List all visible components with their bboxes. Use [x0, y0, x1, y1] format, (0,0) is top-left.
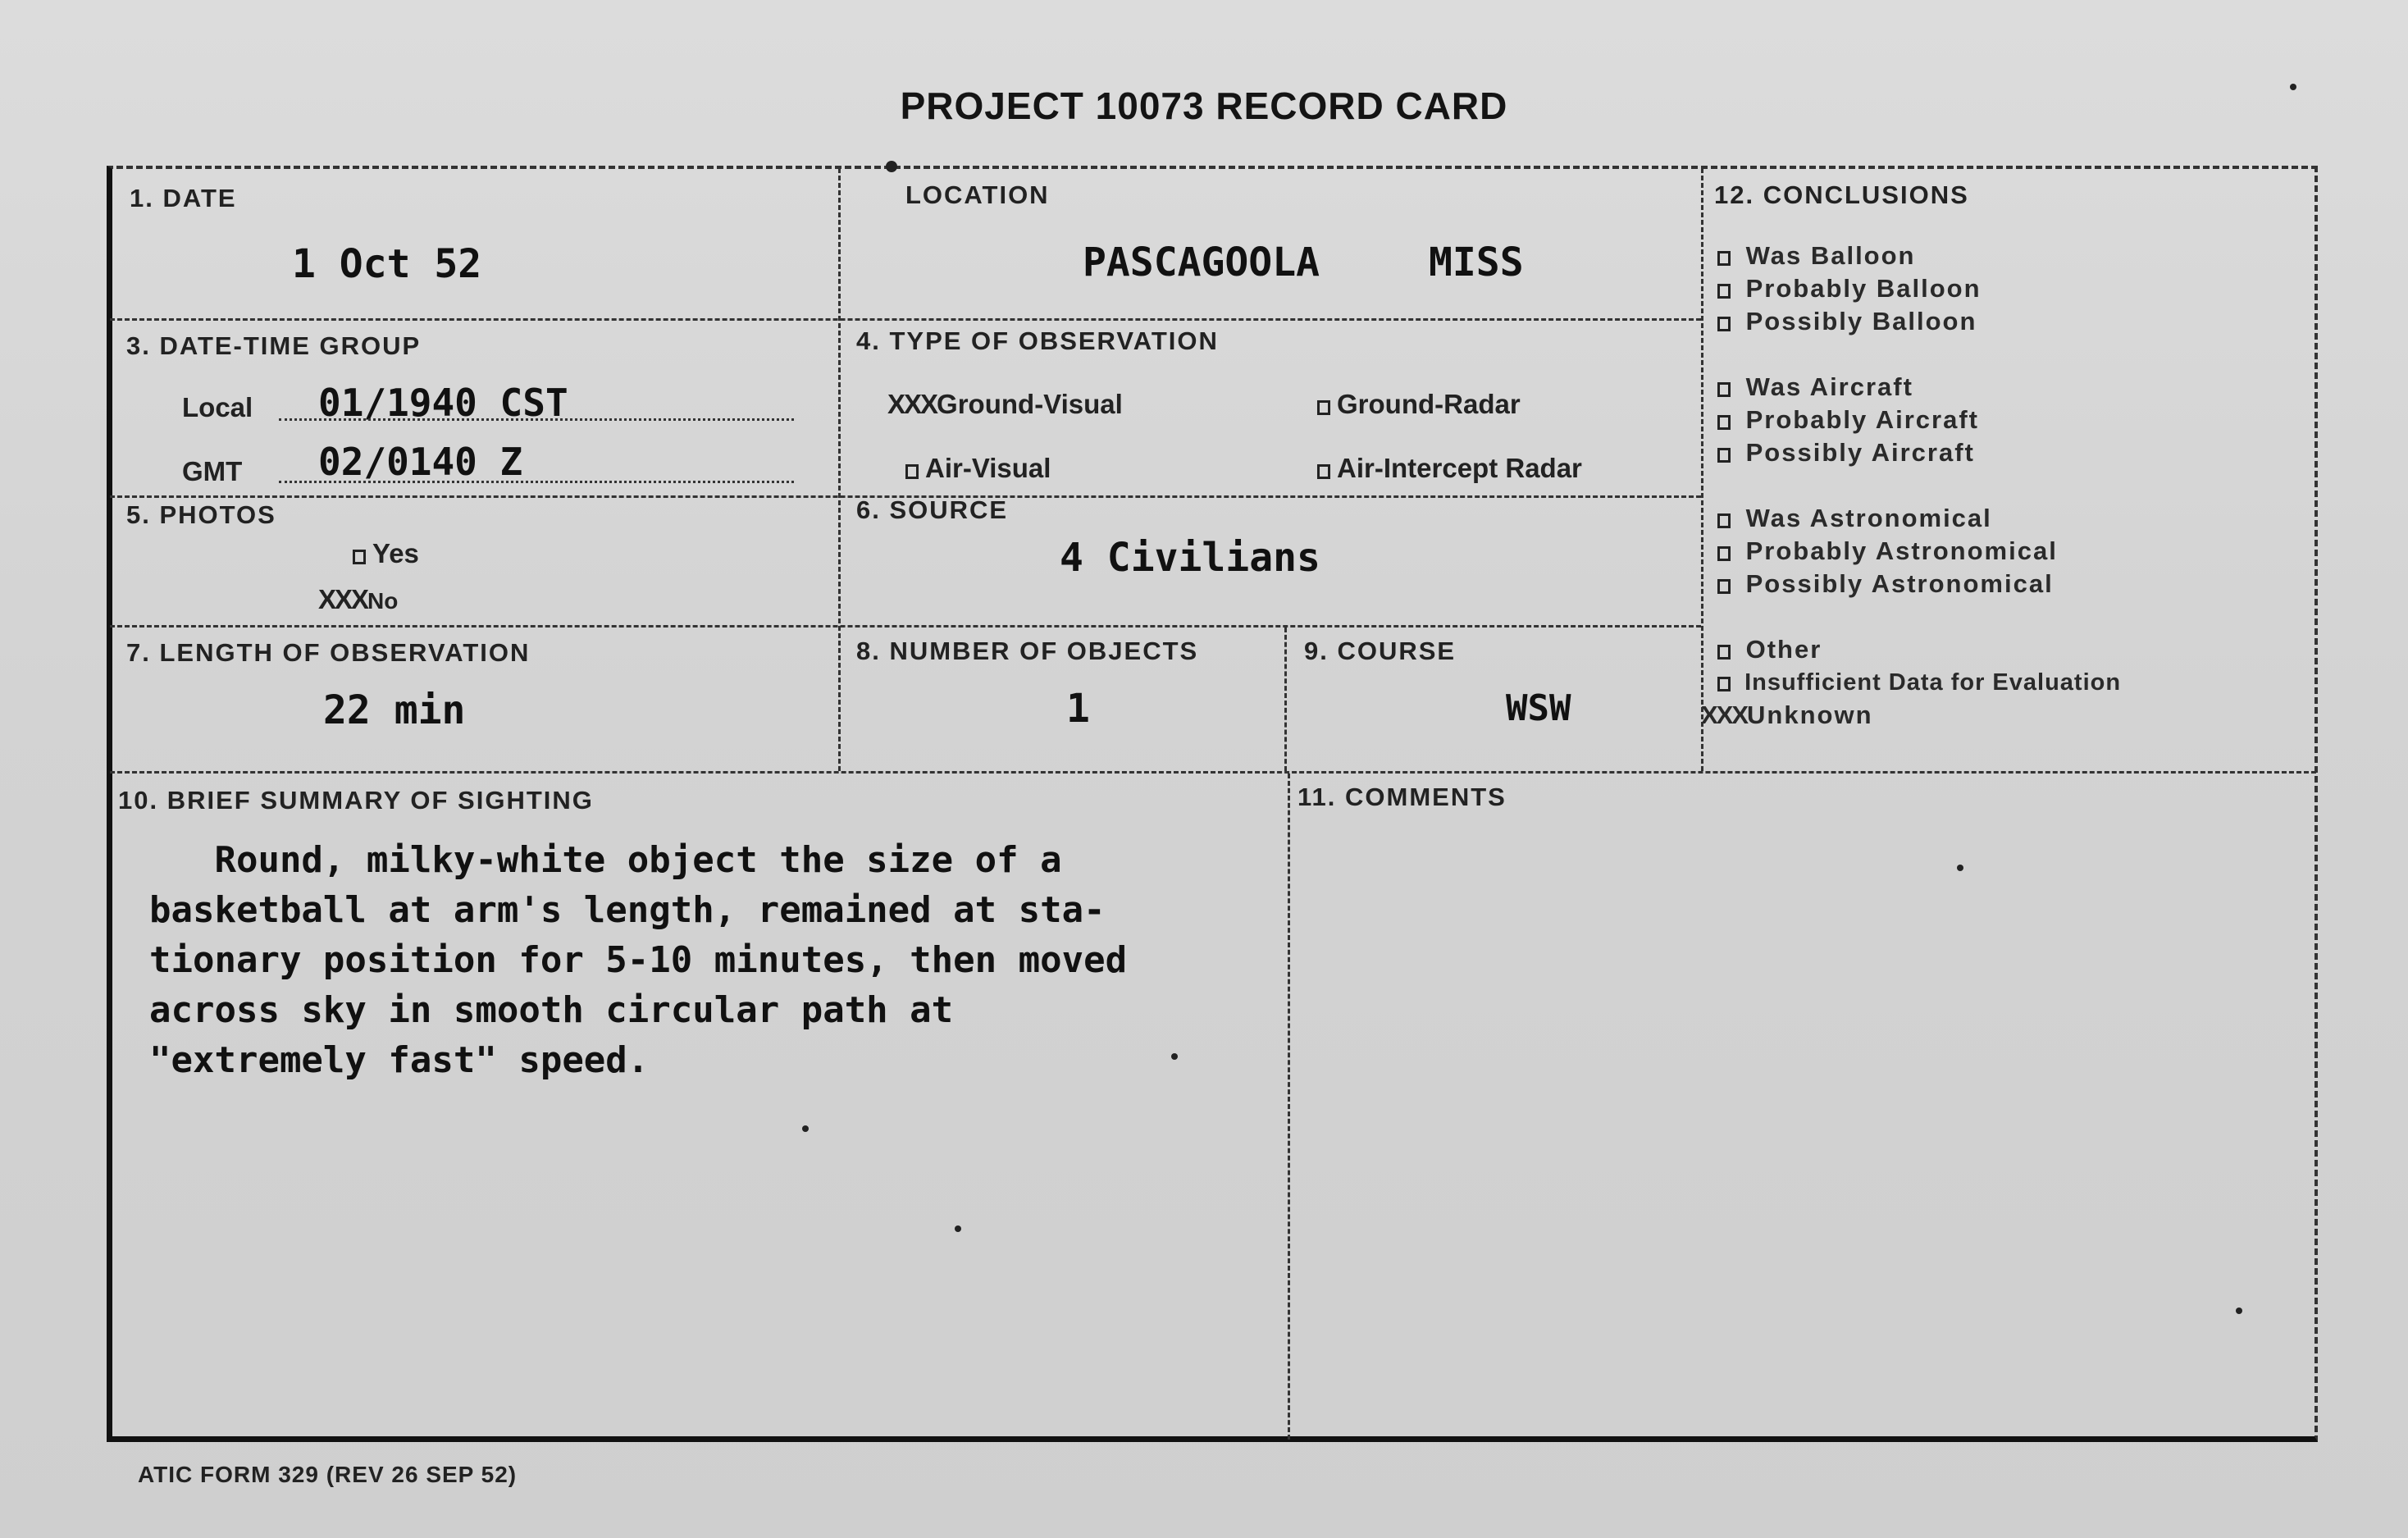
summary-line: "extremely fast" speed.	[149, 1039, 650, 1081]
insufficient-data-text: Insufficient Data for Evaluation	[1744, 669, 2122, 696]
conclusions-other-group	[1701, 633, 2308, 732]
air-intercept-radar-checkbox	[1317, 464, 1330, 479]
length-value: 22 min	[323, 687, 466, 733]
was-aircraft-text: Was Aircraft	[1745, 372, 1913, 401]
air-visual-option	[905, 453, 1051, 484]
air-intercept-radar-text: Air-Intercept Radar	[1337, 453, 1582, 483]
source-value: 4 Civilians	[1060, 535, 1320, 581]
summary-line: tionary position for 5-10 minutes, then moved	[149, 939, 1128, 981]
possibly-astronomical-checkbox	[1717, 579, 1731, 594]
date-value: 1 Oct 52	[292, 241, 482, 287]
probably-aircraft-text: Probably Aircraft	[1745, 405, 1979, 434]
photos-label: 5. PHOTOS	[126, 500, 276, 529]
summary-line: across sky in smooth circular path at	[149, 989, 954, 1031]
card-title: PROJECT 10073 RECORD CARD	[900, 84, 1508, 127]
col-divider-3	[1701, 168, 1703, 771]
air-visual-text: Air-Visual	[925, 453, 1051, 483]
was-balloon-text: Was Balloon	[1745, 241, 1916, 270]
local-time-underline	[279, 418, 794, 421]
row-divider-1	[110, 318, 1701, 321]
ground-visual-text: Ground-Visual	[937, 389, 1123, 419]
number-of-objects-value: 1	[1066, 686, 1090, 732]
was-aircraft-checkbox	[1717, 382, 1731, 397]
photos-no-text: No	[367, 588, 399, 614]
col-divider-2	[1284, 628, 1287, 771]
unknown-text: Unknown	[1747, 701, 1873, 729]
date-time-group-label: 3. DATE-TIME GROUP	[126, 331, 422, 360]
form-number: ATIC FORM 329 (REV 26 SEP 52)	[138, 1462, 518, 1487]
possibly-aircraft-option	[1717, 436, 2308, 469]
air-visual-checkbox	[905, 464, 919, 479]
probably-balloon-checkbox	[1717, 284, 1731, 299]
possibly-astronomical-option	[1717, 568, 2308, 600]
location-state: MISS	[1429, 240, 1524, 285]
date-label: 1. DATE	[130, 184, 237, 212]
unknown-checked-mark: XXX	[1701, 701, 1748, 729]
conclusions-astronomical-group	[1717, 502, 2308, 600]
possibly-balloon-option	[1717, 305, 2308, 338]
course-label: 9. COURSE	[1304, 637, 1457, 665]
insufficient-data-option	[1717, 666, 2308, 699]
gmt-time-value: 02/0140 Z	[318, 440, 523, 484]
was-astronomical-option	[1717, 502, 2308, 535]
location-label: LOCATION	[905, 180, 1050, 209]
course-value: WSW	[1506, 687, 1571, 729]
insufficient-data-checkbox	[1717, 677, 1731, 691]
other-option	[1717, 633, 2308, 666]
length-label: 7. LENGTH OF OBSERVATION	[126, 638, 531, 667]
was-astronomical-checkbox	[1717, 513, 1731, 528]
summary-line: Round, milky-white object the size of a	[149, 839, 1062, 881]
ink-speck	[802, 1125, 809, 1132]
conclusions-label: 12. CONCLUSIONS	[1714, 180, 1969, 209]
summary-line: basketball at arm's length, remained at sta-	[149, 889, 1106, 931]
row-divider-3	[110, 625, 1701, 628]
conclusions-aircraft-group	[1717, 371, 2308, 469]
ground-visual-option	[887, 389, 1123, 420]
air-intercept-radar-option	[1317, 453, 1582, 484]
probably-astronomical-option	[1717, 535, 2308, 568]
local-time-label: Local	[182, 392, 253, 422]
probably-aircraft-checkbox	[1717, 415, 1731, 430]
summary-label: 10. BRIEF SUMMARY OF SIGHTING	[118, 786, 594, 815]
location-city: PASCAGOOLA	[1083, 240, 1320, 285]
ink-speck	[886, 161, 897, 172]
was-balloon-option	[1717, 240, 2308, 272]
ink-speck	[1171, 1053, 1178, 1060]
ground-visual-checked-mark: XXX	[887, 389, 937, 419]
other-text: Other	[1745, 635, 1822, 664]
probably-astronomical-checkbox	[1717, 546, 1731, 561]
col-divider-4	[1288, 774, 1290, 1440]
number-of-objects-label: 8. NUMBER OF OBJECTS	[856, 637, 1199, 665]
was-aircraft-option	[1717, 371, 2308, 404]
ink-speck	[2236, 1308, 2242, 1314]
col-divider-1	[838, 168, 841, 771]
possibly-astronomical-text: Possibly Astronomical	[1745, 569, 2054, 598]
local-time-value: 01/1940 CST	[318, 381, 568, 425]
photos-yes-text: Yes	[372, 538, 419, 568]
ground-radar-text: Ground-Radar	[1337, 389, 1521, 419]
ink-speck	[955, 1225, 961, 1232]
probably-balloon-text: Probably Balloon	[1745, 274, 1982, 303]
probably-aircraft-option	[1717, 404, 2308, 436]
summary-text	[149, 835, 1127, 1085]
source-label: 6. SOURCE	[856, 495, 1009, 524]
gmt-time-underline	[279, 481, 794, 483]
photos-yes-checkbox	[353, 550, 366, 564]
gmt-time-label: GMT	[182, 456, 243, 486]
photos-no-option	[318, 584, 398, 615]
ground-radar-option	[1317, 389, 1521, 420]
photos-yes-option	[353, 538, 419, 569]
photos-no-checked-mark: XXX	[318, 584, 368, 614]
row-divider-4	[110, 771, 2316, 774]
comments-label: 11. COMMENTS	[1297, 783, 1507, 811]
ground-radar-checkbox	[1317, 400, 1330, 415]
ink-speck	[1957, 865, 1963, 871]
possibly-balloon-checkbox	[1717, 317, 1731, 331]
observation-type-label: 4. TYPE OF OBSERVATION	[856, 326, 1219, 355]
other-checkbox	[1717, 645, 1731, 659]
conclusions-balloon-group	[1717, 240, 2308, 338]
probably-balloon-option	[1717, 272, 2308, 305]
possibly-aircraft-text: Possibly Aircraft	[1745, 438, 1975, 467]
ink-speck	[2290, 84, 2296, 90]
possibly-balloon-text: Possibly Balloon	[1745, 307, 1977, 335]
was-balloon-checkbox	[1717, 251, 1731, 266]
was-astronomical-text: Was Astronomical	[1745, 504, 1992, 532]
probably-astronomical-text: Probably Astronomical	[1745, 536, 2058, 565]
possibly-aircraft-checkbox	[1717, 448, 1731, 463]
unknown-option	[1701, 699, 2308, 732]
